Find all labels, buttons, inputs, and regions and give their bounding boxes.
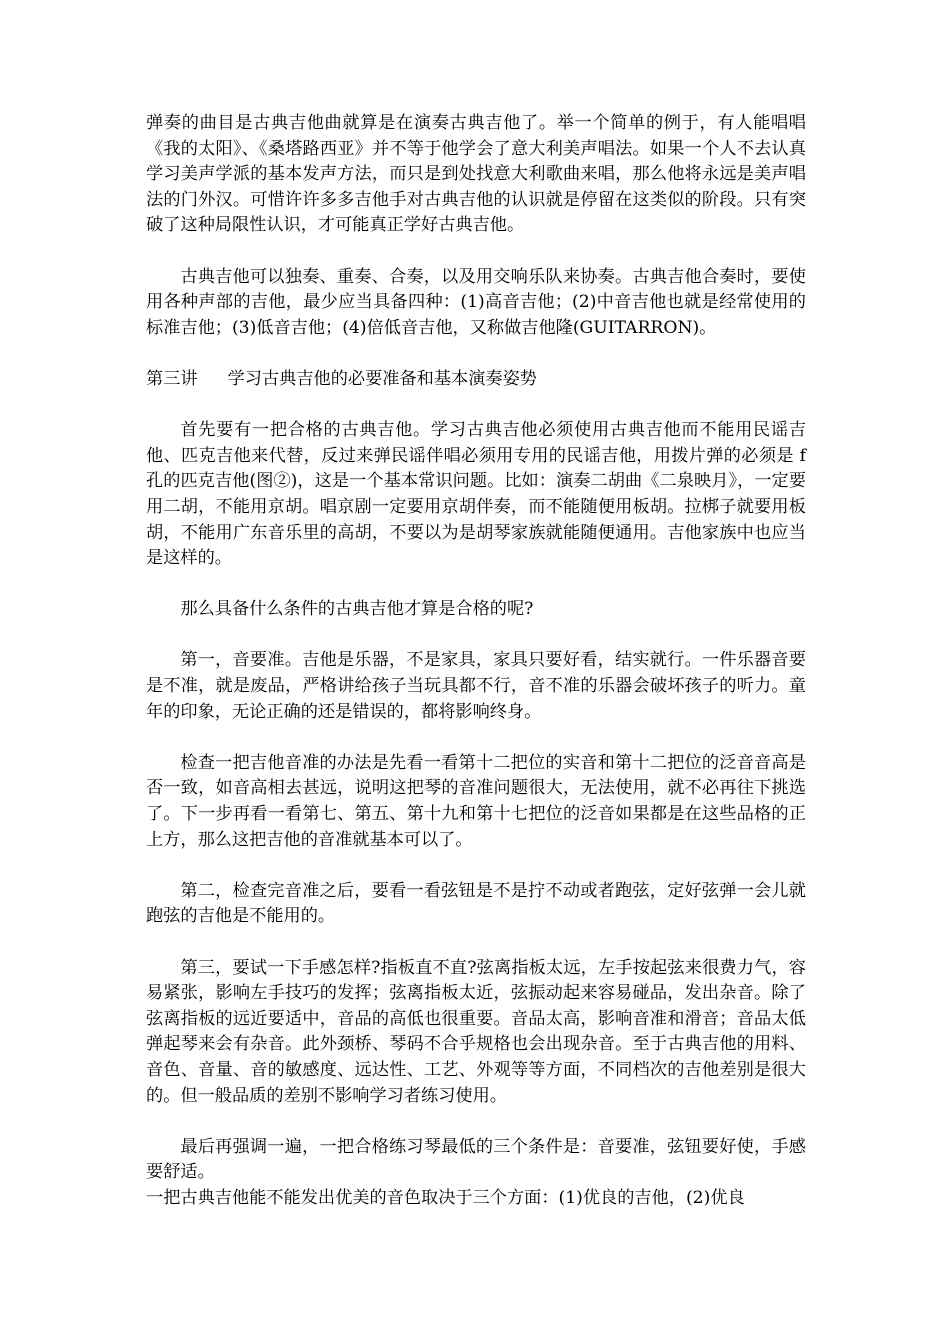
section-title: 学习古典吉他的必要准备和基本演奏姿势 xyxy=(227,368,537,389)
paragraph-3: 首先要有一把合格的古典吉他。学习古典吉他必须使用古典吉他而不能用民谣吉他、匹克吉他来代替，反过来弹民谣伴唱必须用专用的民谣吉他，用拨片弹的必须是 f 孔的匹克吉他(图②)，这是一个基本常识问题。比如：演奏二胡曲《二泉映月》，一定要用二胡，不能用京胡。唱京剧一定要用京胡伴奏，而不能随便用板胡。拉梆子就要用板胡，不能用广东音乐里的高胡，不要以为是胡琴家族就能随便通用。吉他家族中也应当是这样的。 xyxy=(146,420,806,569)
document-page xyxy=(146,111,806,1212)
paragraph-5: 第一，音要准。吉他是乐器，不是家具，家具只要好看，结实就行。一件乐器音要是不准，就是废品，严格讲给孩子当玩具都不行，音不准的乐器会破坏孩子的听力。童年的印象，无论正确的还是错误的，都将影响终身。 xyxy=(146,650,806,722)
section-heading xyxy=(146,367,806,393)
section-number: 第三讲 xyxy=(146,368,198,389)
paragraph-4: 那么具备什么条件的古典吉他才算是合格的呢? xyxy=(180,599,534,620)
paragraph-1: 弹奏的曲目是古典吉他曲就算是在演奏古典吉他了。举一个简单的例于，有人能唱唱《我的太阳》、《桑塔路西亚》并不等于他学会了意大利美声唱法。如果一个人不去认真学习美声学派的基本发声方法，而只是到处找意大利歌曲来唱，那么他将永远是美声唱法的门外汉。可惜许许多多吉他手对古典吉他的认识就是停留在这类似的阶段。只有突破了这种局限性认识，才可能真正学好古典吉他。 xyxy=(146,113,806,236)
paragraph-7: 第二，检查完音准之后，要看一看弦钮是不是拧不动或者跑弦，定好弦弹一会儿就跑弦的吉他是不能用的。 xyxy=(146,880,806,927)
paragraph-9: 最后再强调一遍，一把合格练习琴最低的三个条件是：音要准，弦钮要好使，手感要舒适。 xyxy=(146,1136,806,1183)
paragraph-10: 一把古典吉他能不能发出优美的音色取决于三个方面：(1)优良的吉他，(2)优良 xyxy=(146,1187,745,1208)
paragraph-8: 第三，要试一下手感怎样?指板直不直?弦离指板太远，左手按起弦来很费力气，容易紧张，影响左手技巧的发挥；弦离指板太近，弦振动起来容易碰品，发出杂音。除了弦离指板的远近要适中，音品的高低也很重要。音品太高，影响音准和滑音；音品太低弹起琴来会有杂音。此外颈桥、琴码不合乎规格也会出现杂音。至于古典吉他的用料、音色、音量、音的敏感度、远达性、工艺、外观等等方面，不同档次的吉他差别是很大的。但一般品质的差别不影响学习者练习使用。 xyxy=(146,957,806,1106)
paragraph-6: 检查一把吉他音准的办法是先看一看第十二把位的实音和第十二把位的泛音音高是否一致，如音高相去甚远，说明这把琴的音准问题很大，无法使用，就不必再往下挑选了。下一步再看一看第七、第五、第十九和第十七把位的泛音如果都是在这些品格的正上方，那么这把吉他的音准就基本可以了。 xyxy=(146,752,806,850)
paragraph-2: 古典吉他可以独奏、重奏、合奏，以及用交响乐队来协奏。古典吉他合奏时，要使用各种声部的吉他，最少应当具备四种：(1)高音吉他；(2)中音吉他也就是经常使用的标准吉他；(3)低音吉他；(4)倍低音吉他，又称做吉他隆(GUITARRON)。 xyxy=(146,266,806,338)
